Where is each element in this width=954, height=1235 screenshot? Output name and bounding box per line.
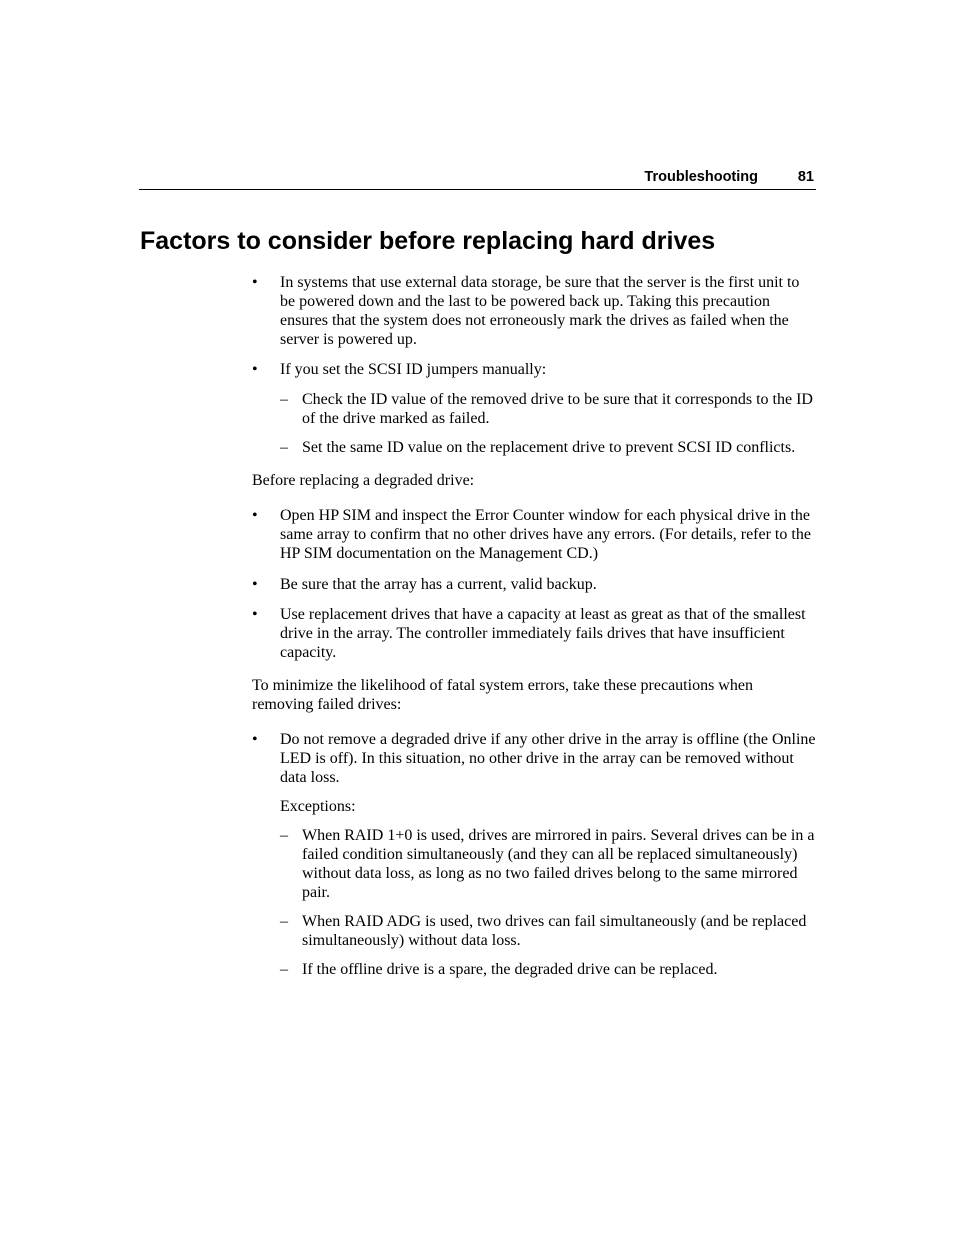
paragraph-minimize: To minimize the likelihood of fatal system errors, take these precautions when removing failed drives: [252, 677, 753, 713]
bullet-marker: • [252, 507, 258, 524]
list-item [252, 730, 818, 787]
sub-list-item-text: When RAID 1+0 is used, drives are mirrored in pairs. Several drives can be in a failed condition simultaneously (and they can all be replaced simultaneously) without data loss, as long as no two failed drives belong to the same mirrored pair. [302, 827, 815, 901]
list-item-text: Do not remove a degraded drive if any other drive in the array is offline (the Online LED is off). In this situation, no other drive in the array can be removed without data loss. [280, 731, 816, 786]
dash-marker: – [280, 913, 288, 930]
exceptions-label: Exceptions: [280, 798, 356, 815]
sub-list-item [280, 960, 818, 979]
paragraph-degraded: Before replacing a degraded drive: [252, 472, 475, 489]
dash-marker: – [280, 391, 288, 408]
list-item-text: Be sure that the array has a current, valid backup. [280, 576, 597, 593]
list-item [252, 273, 818, 349]
bullet-marker: • [252, 361, 258, 378]
body-content [252, 273, 818, 979]
sub-list-item [280, 912, 818, 950]
list-item-text: Open HP SIM and inspect the Error Counter window for each physical drive in the same array to confirm that no other drives have any errors. (For details, refer to the HP SIM documentation on the Management CD.) [280, 507, 811, 562]
running-header [139, 169, 816, 190]
bullet-marker: • [252, 606, 258, 623]
bullet-marker: • [252, 576, 258, 593]
sub-list-item [280, 826, 818, 902]
list-item-text: If you set the SCSI ID jumpers manually: [280, 361, 547, 378]
list-item [252, 605, 818, 662]
list-item-text: Use replacement drives that have a capacity at least as great as that of the smallest drive in the array. The controller immediately fails drives that have insufficient capacity. [280, 606, 806, 661]
sub-list-item-text: Set the same ID value on the replacement drive to prevent SCSI ID conflicts. [302, 439, 796, 456]
list-item-text: In systems that use external data storage, be sure that the server is the first unit to be powered down and the last to be powered back up. Taking this precaution ensures that the system does not erroneously mark the drives as failed when the server is powered up. [280, 274, 800, 348]
dash-marker: – [280, 827, 288, 844]
sub-list-item-text: When RAID ADG is used, two drives can fail simultaneously (and be replaced simultaneously) without data loss. [302, 913, 807, 949]
list-item [252, 575, 818, 594]
header-page-number: 81 [797, 169, 814, 185]
sub-list-item-text: If the offline drive is a spare, the degraded drive can be replaced. [302, 961, 718, 978]
bullet-marker: • [252, 274, 258, 291]
list-item [252, 506, 818, 563]
dash-marker: – [280, 961, 288, 978]
page-title: Factors to consider before replacing hard drives [140, 227, 716, 255]
header-section-name: Troubleshooting [644, 169, 758, 185]
sub-list-item [280, 390, 818, 428]
bullet-marker: • [252, 731, 258, 748]
sub-list-item-text: Check the ID value of the removed drive to be sure that it corresponds to the ID of the drive marked as failed. [302, 391, 813, 427]
sub-list-item [280, 438, 818, 457]
list-item [252, 360, 818, 379]
dash-marker: – [280, 439, 288, 456]
